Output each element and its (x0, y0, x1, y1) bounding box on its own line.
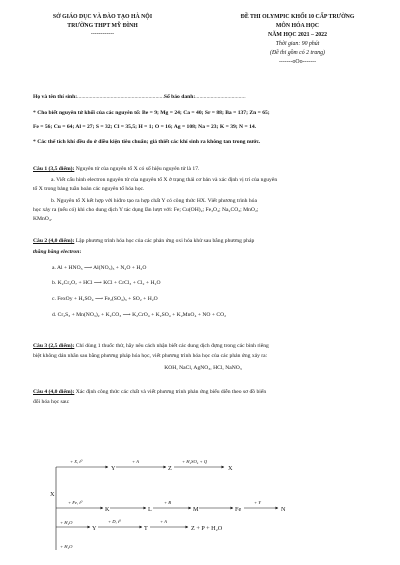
q1b-line3: KMnO₄. (33, 216, 53, 222)
candidate-id-field: .................................... (195, 94, 246, 100)
q2-heading (33, 238, 373, 245)
node-x-right: X (228, 465, 233, 472)
node-y-bottom: Y (92, 525, 97, 532)
q2-heading-line2 (33, 249, 373, 256)
label-h2so4-q: + H₂SO₄ + Q (182, 459, 208, 464)
exam-title: ĐỀ THI OLYMPIC KHỐI 10 CẤP TRƯỜNG (240, 14, 355, 20)
candidate-name-label: Họ và tên thí sinh: (33, 94, 78, 100)
q1a-line1: a. Viết cấu hình electron nguyên tử của nguyên tố X ở trạng thái cơ bản và xác định vị trí của nguyên (51, 177, 278, 183)
reaction-scheme (48, 410, 308, 560)
q1b-line2: học xảy ra (nếu có) khi cho dung dịch Y tác dụng lần lượt với: Fe; Cu(OH)₂; Fe₃O₄; Na₂CO₃; MnO₂; (33, 207, 259, 213)
label-plus-y: + Y (254, 500, 261, 505)
node-fe: Fe (235, 506, 242, 513)
q1a-line2: tố X trong bảng tuần hoàn các nguyên tố hóa học. (33, 186, 145, 192)
label-plus-h2o-1: + H₂O (60, 520, 73, 525)
q2-equation-a: a. Al + HNO₃ ⟶ Al(NO₃)₃ + N₂O + H₂O (52, 265, 147, 271)
q1-heading (33, 166, 373, 173)
q4-title: Câu 4 (4,0 điểm): (33, 389, 75, 395)
q4-text-line1: Xác định công thức các chất và viết phương trình phản ứng biểu diễn theo sơ đồ biến (74, 389, 267, 395)
atomic-mass-line1: * Cho biết nguyên tử khối của các nguyên tố: Be = 9; Mg = 24; Ca = 40; Sr = 88; Ba = 137; Zn = 65; (33, 110, 270, 116)
q3-text-line2: biệt không dán nhãn sau bằng phương pháp hóa học, viết phương trình hóa học của các phản ứng xảy ra: (33, 353, 268, 359)
candidate-name-field: .............................................................. (77, 94, 164, 100)
gas-conditions-note: * Các thể tích khí đều đo ở điều kiện tiêu chuẩn; giả thiết các khí sinh ra không tan trong nước. (33, 139, 261, 145)
node-l: L (148, 506, 152, 513)
q2-equation-d: d. Cr₂S₃ + Mn(NO₃)₂ + K₂CO₃ ⟶ K₂CrO₄ + K₂SO₄ + K₂MnO₄ + NO + CO₂ (52, 312, 227, 318)
q1-title: Câu 1 (3,5 điểm): (33, 166, 75, 172)
label-plus-b: + B (164, 500, 172, 505)
q2-method: thăng bằng electron (33, 249, 80, 255)
label-plus-d-heat: + D, t⁰ (108, 519, 121, 524)
header-left-rule: ------------ (90, 31, 115, 37)
q3-reagent-list: KOH, NaCl, AgNO₃, HCl, NaNO₃ (164, 365, 242, 371)
header-left-line2: TRƯỜNG THPT MỸ ĐÌNH (67, 23, 138, 29)
node-x-start: X (50, 491, 55, 498)
node-t: T (144, 525, 148, 532)
label-plus-x-heat: + X, t⁰ (70, 459, 83, 464)
candidate-id-label: Số báo danh: (163, 94, 196, 100)
node-products: Z + P + H₂O (191, 525, 223, 532)
q1b-line1: b. Nguyên tố X kết hợp với hiđro tạo ra hợp chất Y có công thức HX. Viết phương trình hóa (51, 198, 257, 204)
q2-title: Câu 2 (4,0 điểm): (33, 238, 75, 244)
node-y-top: Y (111, 465, 116, 472)
candidate-line (33, 94, 378, 101)
page-count: (Đề thi gồm có 2 trang) (270, 50, 325, 56)
header-left-line1: SỞ GIÁO DỤC VÀ ĐÀO TẠO HÀ NỘI (52, 14, 153, 20)
header-right-rule: -------oOo------- (278, 59, 316, 65)
label-plus-fe-heat: + Fe, t⁰ (68, 500, 83, 505)
q3-heading (33, 343, 373, 350)
q4-text-line2: đổi hóa học sau: (33, 399, 70, 405)
node-n: N (281, 506, 286, 513)
node-k: K (105, 506, 110, 513)
node-m: M (193, 506, 199, 513)
q2-equation-c: c. FexOy + H₂SO₄ ⟶ Fe₂(SO₄)₃ + SO₂ + H₂O (52, 296, 158, 302)
label-plus-h2o-2: + H₂O (60, 544, 73, 549)
q2-text-line1: Lập phương trình hóa học của các phản ứng oxi hóa khử sau bằng phương pháp (74, 238, 255, 244)
school-year: NĂM HỌC 2021 – 2022 (268, 32, 327, 38)
atomic-mass-line2: Fe = 56; Cu = 64; Al = 27; S = 32; Cl = 35,5; H = 1; O = 16; Ag = 108; Na = 23; K = 39; N = 14. (33, 124, 257, 130)
q2-equation-b: b. K₂Cr₂O₇ + HCl ⟶ KCl + CrCl₃ + Cl₂ + H₂O (52, 280, 161, 286)
q4-heading (33, 389, 373, 396)
time-limit: Thời gian: 90 phút (275, 41, 320, 47)
subject: MÔN HÓA HỌC (275, 23, 320, 29)
q3-text-line1: Chỉ dùng 1 thuốc thử, hãy nêu cách nhận biết các dung dịch đựng trong các bình riêng (74, 343, 269, 349)
node-z-top: Z (168, 465, 172, 472)
label-plus-a-top: + A (132, 459, 139, 464)
q1-text: Nguyên tử của nguyên tố X có số hiệu nguyên tử là 17. (74, 166, 200, 172)
label-plus-a-bottom: + A (160, 519, 167, 524)
q2-colon: : (79, 249, 82, 255)
q3-title: Câu 3 (2,5 điểm): (33, 343, 75, 349)
